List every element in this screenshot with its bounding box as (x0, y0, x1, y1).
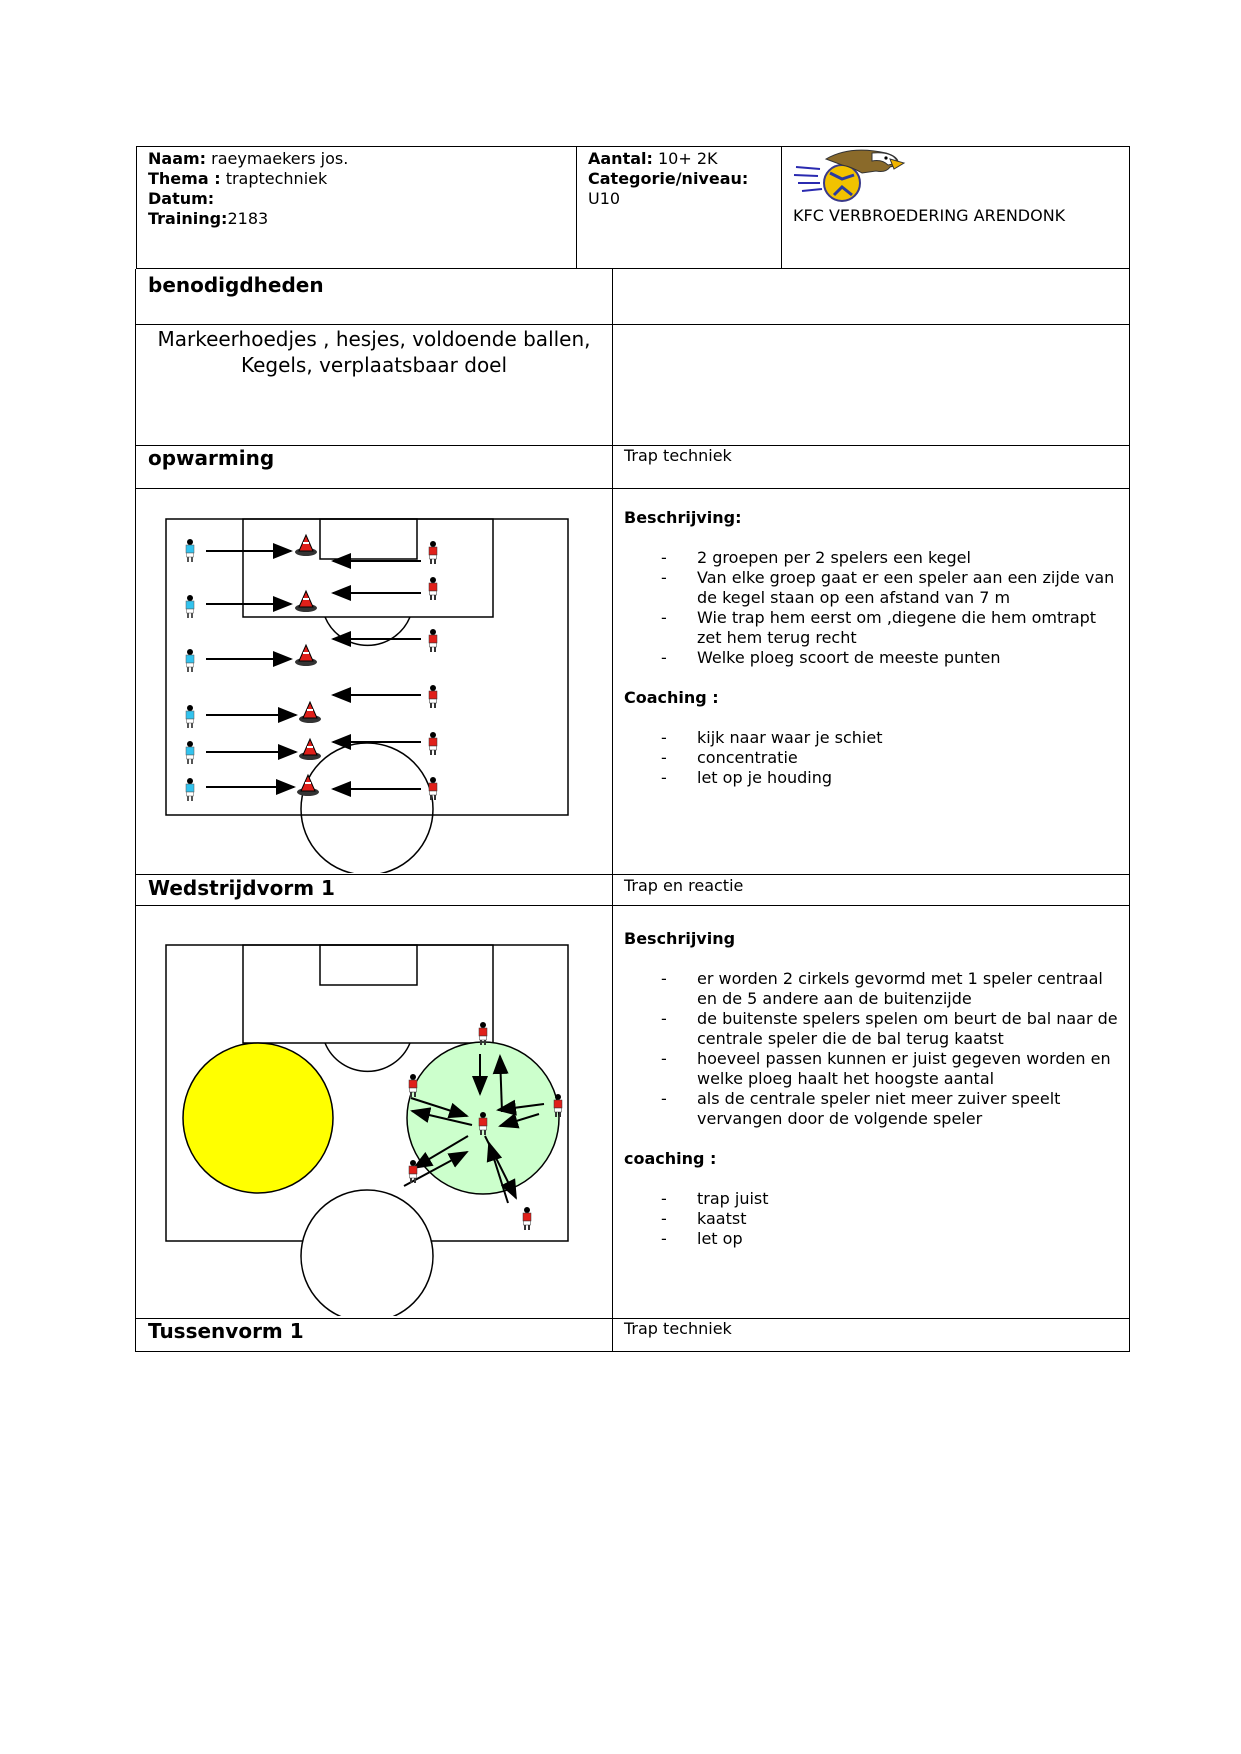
aantal-line (588, 149, 718, 169)
naam-value: raeymaekers jos. (211, 149, 349, 168)
header-info-cell (137, 147, 577, 268)
list-item: - kaatst (624, 1209, 1120, 1229)
wedstrijdvorm-beschrijving-list (624, 969, 1120, 1129)
list-item: - trap juist (624, 1189, 1120, 1209)
header-table (136, 146, 1130, 269)
list-item: - de buitenste spelers spelen om beurt de bal naar de centrale speler die de bal terug kaatst (624, 1009, 1120, 1049)
header-club-cell (782, 147, 1129, 268)
tussenvorm-title: Tussenvorm 1 (148, 1319, 304, 1343)
datum-line (148, 189, 214, 209)
player-blue-icon (186, 705, 194, 728)
list-item: - kijk naar waar je schiet (624, 728, 1120, 748)
benodigdheden-line-2: Kegels, verplaatsbaar doel (240, 353, 508, 377)
benodigdheden-list (136, 324, 612, 378)
opwarming-coaching-label: Coaching : (624, 688, 719, 707)
list-item: - hoeveel passen kunnen er juist gegeven worden en welke ploeg haalt het hoogste aantal (624, 1049, 1120, 1089)
row-divider (136, 874, 1129, 875)
cone-icon (295, 645, 317, 666)
player-red-icon (429, 541, 437, 564)
opwarming-text (624, 508, 1120, 788)
list-item: - let op je houding (624, 768, 1120, 788)
benodigdheden-line-1: Markeerhoedjes , hesjes, voldoende ballen, (157, 327, 591, 351)
cone-icon (299, 702, 321, 723)
wedstrijdvorm-subtitle: Trap en reactie (624, 876, 744, 895)
main-table (135, 269, 1130, 1352)
player-blue-icon (186, 741, 194, 764)
training-label: Training: (148, 209, 228, 228)
wedstrijdvorm-coaching-list (624, 1189, 1120, 1249)
list-item: - Wie trap hem eerst om ,diegene die hem omtrapt zet hem terug recht (624, 608, 1120, 648)
list-item: - er worden 2 cirkels gevormd met 1 speler centraal en de 5 andere aan de buitenzijde (624, 969, 1120, 1009)
thema-label: Thema : (148, 169, 221, 188)
cone-icon (295, 535, 317, 556)
player-blue-icon (186, 595, 194, 618)
list-item: - concentratie (624, 748, 1120, 768)
opwarming-coaching-list (624, 728, 1120, 788)
opwarming-diagram (136, 489, 612, 873)
aantal-label: Aantal: (588, 149, 653, 168)
thema-line (148, 169, 327, 189)
player-red-icon (409, 1160, 417, 1183)
list-item: - Van elke groep gaat er een speler aan een zijde van de kegel staan op een afstand van 7 m (624, 568, 1120, 608)
yellow-circle (183, 1043, 333, 1193)
player-blue-icon (186, 539, 194, 562)
player-blue-icon (186, 649, 194, 672)
wedstrijdvorm-diagram (136, 906, 612, 1316)
naam-label: Naam: (148, 149, 207, 168)
list-item: - Welke ploeg scoort de meeste punten (624, 648, 1120, 668)
player-red-icon (429, 777, 437, 800)
wedstrijdvorm-text (624, 929, 1120, 1249)
opwarming-subtitle: Trap techniek (624, 446, 732, 465)
club-name: KFC VERBROEDERING ARENDONK (793, 206, 1066, 225)
categorie-value: U10 (588, 189, 621, 208)
training-line (148, 209, 268, 229)
list-item: - let op (624, 1229, 1120, 1249)
player-red-icon (429, 577, 437, 600)
player-red-icon (429, 732, 437, 755)
opwarming-beschrijving-list (624, 548, 1120, 668)
eagle-logo-icon (790, 147, 910, 211)
list-item: - als de centrale speler niet meer zuiver speelt vervangen door de volgende speler (624, 1089, 1120, 1129)
cone-icon (299, 739, 321, 760)
training-value: 2183 (227, 209, 269, 228)
wedstrijdvorm-title: Wedstrijdvorm 1 (148, 876, 335, 900)
opwarming-title: opwarming (148, 446, 275, 470)
datum-label: Datum: (148, 189, 215, 208)
opwarming-beschrijving-label: Beschrijving: (624, 508, 742, 527)
column-divider (612, 269, 613, 1351)
categorie-line (588, 169, 748, 189)
thema-value: traptechniek (225, 169, 328, 188)
header-aantal-cell (577, 147, 782, 268)
benodigdheden-title: benodigdheden (148, 273, 324, 297)
aantal-value: 10+ 2K (658, 149, 718, 168)
naam-line (148, 149, 348, 169)
wedstrijdvorm-coaching-label: coaching : (624, 1149, 717, 1168)
player-blue-icon (186, 778, 194, 801)
cone-icon (295, 591, 317, 612)
categorie-label: Categorie/niveau: (588, 169, 749, 188)
wedstrijdvorm-beschrijving-label: Beschrijving (624, 929, 736, 948)
player-red-icon (429, 629, 437, 652)
player-red-icon (523, 1207, 531, 1230)
player-red-icon (429, 685, 437, 708)
cone-icon (297, 775, 319, 796)
list-item: - 2 groepen per 2 spelers een kegel (624, 548, 1120, 568)
tussenvorm-subtitle: Trap techniek (624, 1319, 732, 1338)
